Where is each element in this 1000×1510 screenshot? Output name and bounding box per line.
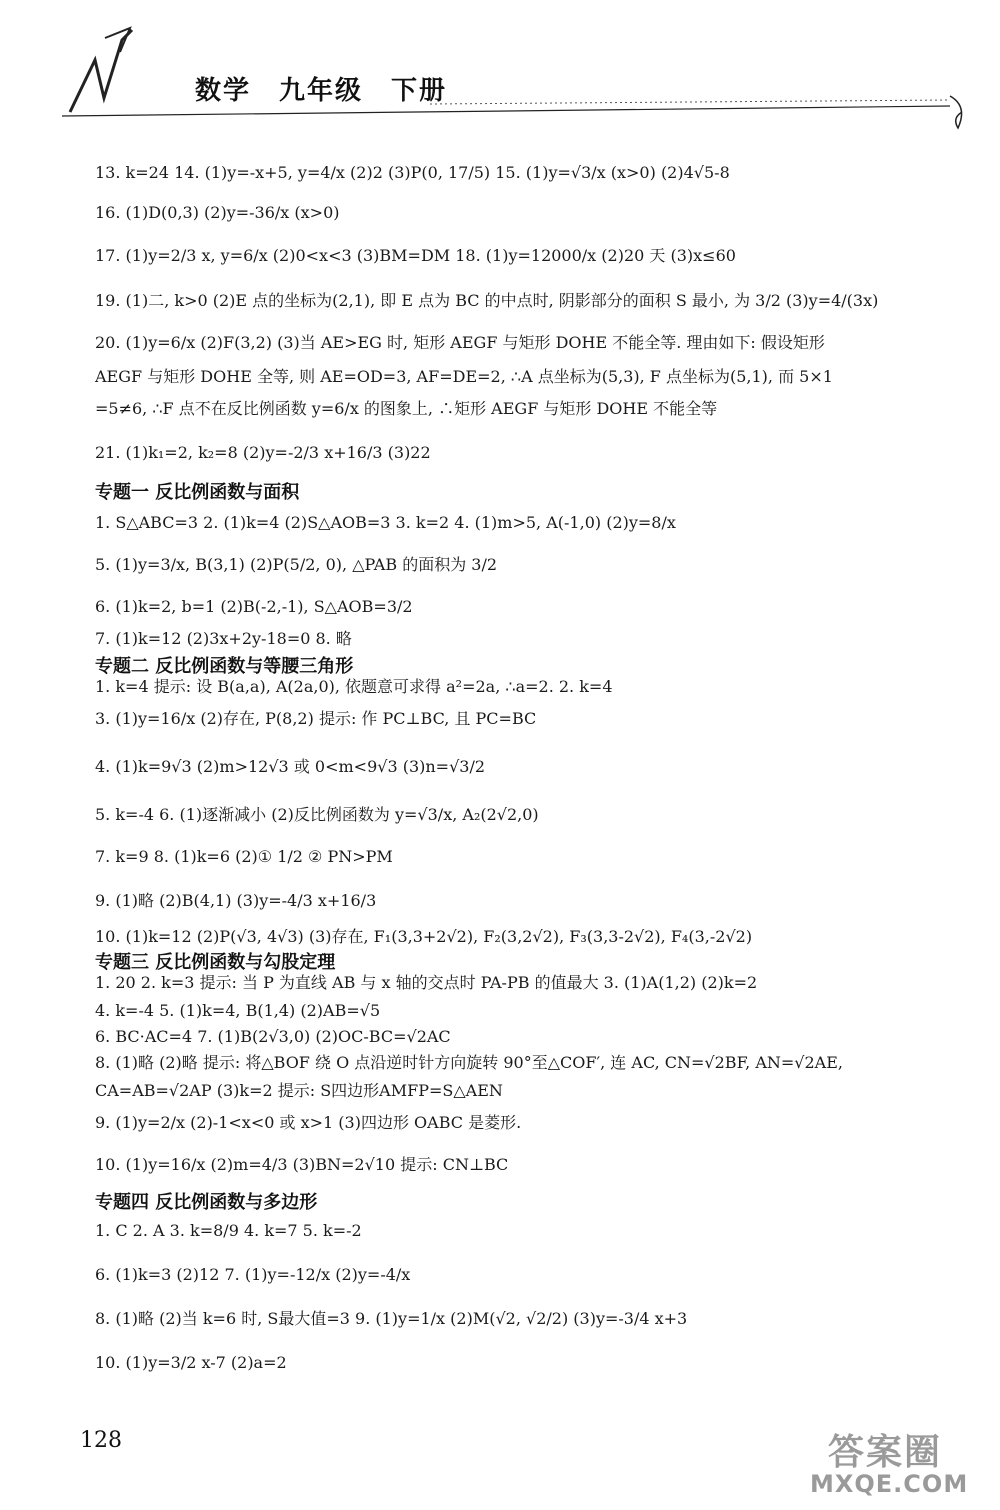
answer-line: 10. (1)y=16/x (2)m=4/3 (3)BN=2√10 提示: CN⊥BC	[95, 1155, 509, 1174]
answer-line: 10. (1)y=3/2 x-7 (2)a=2	[95, 1353, 287, 1372]
answer-line: 20. (1)y=6/x (2)F(3,2) (3)当 AE>EG 时, 矩形 AEGF 与矩形 DOHE 不能全等. 理由如下: 假设矩形	[95, 333, 825, 352]
answer-line: 1. C 2. A 3. k=8/9 4. k=7 5. k=-2	[95, 1221, 362, 1240]
answer-line: 13. k=24 14. (1)y=-x+5, y=4/x (2)2 (3)P(0, 17/5) 15. (1)y=√3/x (x>0) (2)4√5-8	[95, 163, 730, 182]
volume-label: 下册	[391, 76, 448, 106]
answer-line: 19. (1)二, k>0 (2)E 点的坐标为(2,1), 即 E 点为 BC 的中点时, 阴影部分的面积 S 最小, 为 3/2 (3)y=4/(3x)	[95, 291, 879, 310]
answer-line: 4. k=-4 5. (1)k=4, B(1,4) (2)AB=√5	[95, 1001, 381, 1020]
answer-line: 9. (1)略 (2)B(4,1) (3)y=-4/3 x+16/3	[95, 891, 377, 910]
answer-line: 6. (1)k=2, b=1 (2)B(-2,-1), S△AOB=3/2	[95, 597, 413, 616]
answer-line: 1. k=4 提示: 设 B(a,a), A(2a,0), 依题意可求得 a²=2a, ∴a=2. 2. k=4	[95, 677, 613, 696]
section-heading: 专题二 反比例函数与等腰三角形	[95, 656, 354, 677]
answer-line: 4. (1)k=9√3 (2)m>12√3 或 0<m<9√3 (3)n=√3/2	[95, 757, 486, 776]
header-rule	[62, 106, 950, 116]
section-heading: 专题一 反比例函数与面积	[95, 482, 300, 503]
answer-line: 6. (1)k=3 (2)12 7. (1)y=-12/x (2)y=-4/x	[95, 1265, 411, 1284]
page-number: 128	[80, 1428, 122, 1453]
watermark-url: MXQE.COM	[810, 1470, 969, 1498]
answer-line: 8. (1)略 (2)略 提示: 将△BOF 绕 O 点沿逆时针方向旋转 90°至△COF′, 连 AC, CN=√2BF, AN=√2AE,	[95, 1053, 844, 1072]
section-heading: 专题四 反比例函数与多边形	[95, 1192, 318, 1213]
logo-stroke-2	[105, 28, 130, 52]
answer-line: 7. (1)k=12 (2)3x+2y-18=0 8. 略	[95, 629, 352, 648]
answer-line: 6. BC·AC=4 7. (1)B(2√3,0) (2)OC-BC=√2AC	[95, 1027, 451, 1046]
answer-line: 1. 20 2. k=3 提示: 当 P 为直线 AB 与 x 轴的交点时 PA-PB 的值最大 3. (1)A(1,2) (2)k=2	[95, 973, 758, 992]
section-heading: 专题三 反比例函数与勾股定理	[95, 952, 336, 973]
header-curl	[950, 96, 962, 128]
answer-line: 7. k=9 8. (1)k=6 (2)① 1/2 ② PN>PM	[95, 847, 393, 866]
logo-stroke	[70, 30, 132, 112]
page-header	[0, 0, 1000, 140]
answer-line: CA=AB=√2AP (3)k=2 提示: S四边形AMFP=S△AEN	[95, 1081, 503, 1100]
answer-line: 10. (1)k=12 (2)P(√3, 4√3) (3)存在, F₁(3,3+2√2), F₂(3,2√2), F₃(3,3-2√2), F₄(3,-2√2)	[95, 927, 753, 946]
answer-line: 5. (1)y=3/x, B(3,1) (2)P(5/2, 0), △PAB 的面积为 3/2	[95, 555, 498, 574]
header-decoration	[0, 0, 1000, 140]
answer-line: AEGF 与矩形 DOHE 全等, 则 AE=OD=3, AF=DE=2, ∴A 点坐标为(5,3), F 点坐标为(5,1), 而 5×1	[95, 367, 833, 386]
answer-line: 3. (1)y=16/x (2)存在, P(8,2) 提示: 作 PC⊥BC, 且 PC=BC	[95, 709, 537, 728]
answer-line: 8. (1)略 (2)当 k=6 时, S最大值=3 9. (1)y=1/x (2)M(√2, √2/2) (3)y=-3/4 x+3	[95, 1309, 688, 1328]
page-title	[195, 70, 475, 107]
subject-label: 数学	[195, 76, 252, 106]
watermark	[800, 1420, 990, 1500]
answer-line: 21. (1)k₁=2, k₂=8 (2)y=-2/3 x+16/3 (3)22	[95, 443, 431, 462]
answer-line: 1. S△ABC=3 2. (1)k=4 (2)S△AOB=3 3. k=2 4. (1)m>5, A(-1,0) (2)y=8/x	[95, 513, 676, 532]
answer-line: =5≠6, ∴F 点不在反比例函数 y=6/x 的图象上, ∴矩形 AEGF 与矩形 DOHE 不能全等	[95, 399, 718, 418]
answer-line: 9. (1)y=2/x (2)-1<x<0 或 x>1 (3)四边形 OABC 是菱形.	[95, 1113, 522, 1132]
answer-line: 5. k=-4 6. (1)逐渐减小 (2)反比例函数为 y=√3/x, A₂(2√2,0)	[95, 805, 539, 824]
grade-label: 九年级	[279, 76, 364, 106]
answer-line: 16. (1)D(0,3) (2)y=-36/x (x>0)	[95, 203, 340, 222]
watermark-logo-text: 答案圈	[828, 1432, 943, 1473]
answer-line: 17. (1)y=2/3 x, y=6/x (2)0<x<3 (3)BM=DM 18. (1)y=12000/x (2)20 天 (3)x≤60	[95, 246, 736, 265]
header-dotted-rule	[430, 100, 950, 104]
